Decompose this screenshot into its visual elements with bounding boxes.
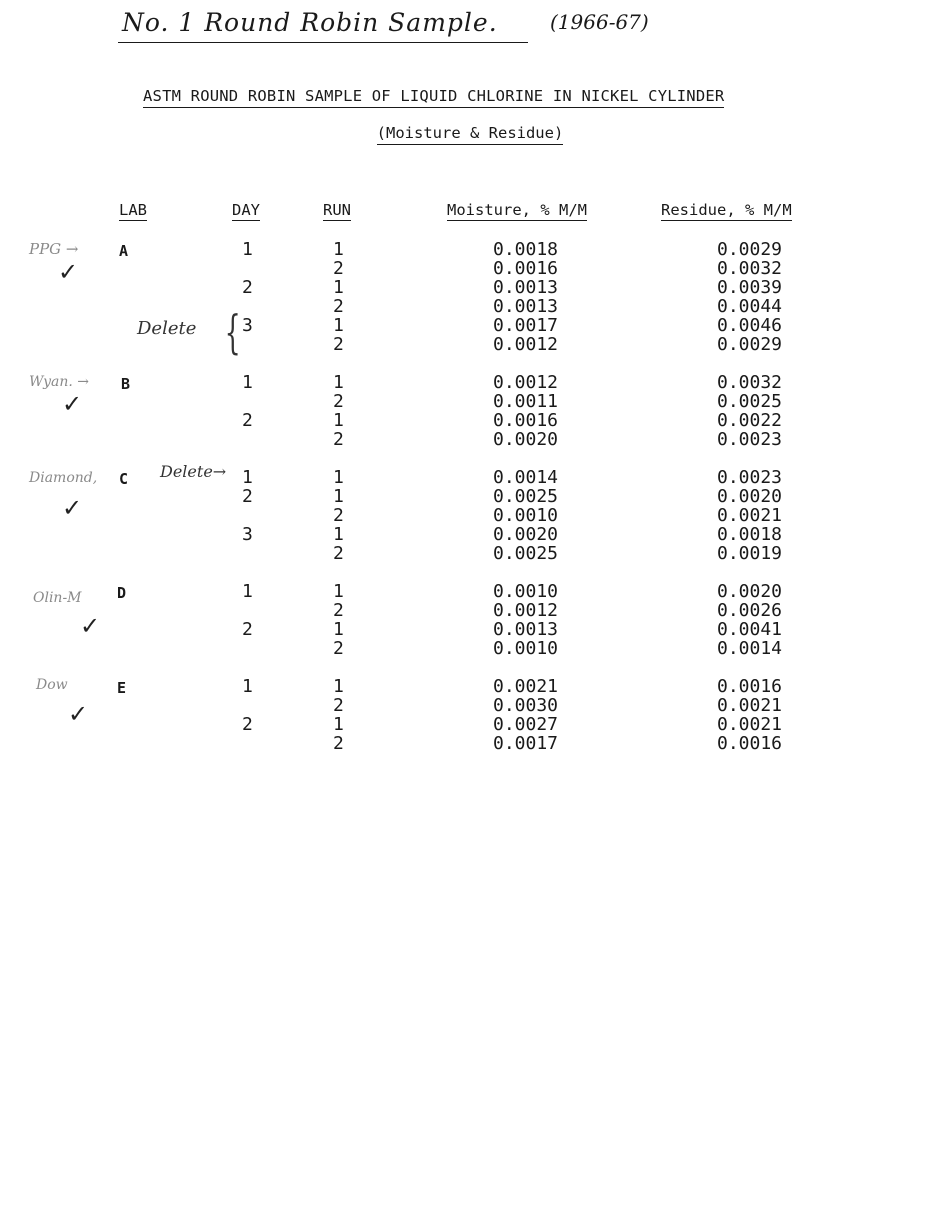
lab-d-r1-run: 1	[333, 581, 344, 602]
lab-b-r2-moisture: 0.0011	[493, 391, 559, 412]
lab-b-r3-moisture: 0.0016	[493, 410, 559, 431]
header-run: RUN	[323, 201, 351, 219]
lab-c-r1-day: 1	[242, 467, 253, 488]
lab-d-letter: D	[117, 584, 127, 602]
lab-b-r1-run: 1	[333, 372, 344, 393]
lab-c-r1-residue: 0.0023	[717, 467, 783, 488]
lab-c-r5-residue: 0.0019	[717, 543, 783, 564]
lab-a-r6-run: 2	[333, 334, 344, 355]
lab-e-r4-run: 2	[333, 733, 344, 754]
lab-c-r5-run: 2	[333, 543, 344, 564]
document-subtitle-wrap	[0, 124, 940, 142]
lab-c-r1-moisture: 0.0014	[493, 467, 559, 488]
lab-b-r1-moisture: 0.0012	[493, 372, 559, 393]
lab-a-r2-residue: 0.0032	[717, 258, 783, 279]
handwritten-title: No. 1 Round Robin Sample.	[122, 8, 498, 37]
header-day: DAY	[232, 201, 260, 219]
lab-c-r3-run: 2	[333, 505, 344, 526]
lab-d-r1-moisture: 0.0010	[493, 581, 559, 602]
lab-e-r2-run: 2	[333, 695, 344, 716]
lab-a-note: PPG →	[29, 240, 79, 258]
lab-e-check-icon: ✓	[68, 700, 89, 728]
lab-d-r2-moisture: 0.0012	[493, 600, 559, 621]
lab-c-r1-run: 1	[333, 467, 344, 488]
lab-a-r1-residue: 0.0029	[717, 239, 783, 260]
lab-e-r1-moisture: 0.0021	[493, 676, 559, 697]
lab-b-r2-run: 2	[333, 391, 344, 412]
lab-c-letter: C	[119, 470, 129, 488]
lab-b-letter: B	[121, 375, 131, 393]
lab-d-r3-residue: 0.0041	[717, 619, 783, 640]
lab-e-r1-day: 1	[242, 676, 253, 697]
header-residue: Residue, % M/M	[661, 201, 792, 219]
lab-b-r3-residue: 0.0022	[717, 410, 783, 431]
lab-b-note: Wyan. →	[29, 374, 89, 390]
lab-b-r3-day: 2	[242, 410, 253, 431]
handwritten-year: (1966-67)	[550, 10, 649, 34]
lab-a-r4-residue: 0.0044	[717, 296, 783, 317]
lab-a-r3-day: 2	[242, 277, 253, 298]
lab-c-r2-residue: 0.0020	[717, 486, 783, 507]
lab-d-r4-residue: 0.0014	[717, 638, 783, 659]
lab-c-r2-moisture: 0.0025	[493, 486, 559, 507]
lab-c-delete-note: Delete→	[160, 462, 227, 481]
lab-a-r1-run: 1	[333, 239, 344, 260]
lab-a-r6-residue: 0.0029	[717, 334, 783, 355]
lab-a-r3-moisture: 0.0013	[493, 277, 559, 298]
lab-a-letter: A	[119, 242, 129, 260]
lab-d-r2-residue: 0.0026	[717, 600, 783, 621]
lab-a-r5-day: 3	[242, 315, 253, 336]
lab-d-r1-residue: 0.0020	[717, 581, 783, 602]
brace-icon: {	[224, 305, 241, 359]
lab-c-r2-run: 1	[333, 486, 344, 507]
lab-c-r4-moisture: 0.0020	[493, 524, 559, 545]
lab-a-delete-note: Delete	[137, 318, 197, 339]
lab-d-r4-run: 2	[333, 638, 344, 659]
lab-b-r4-residue: 0.0023	[717, 429, 783, 450]
lab-a-check-icon: ✓	[58, 258, 79, 286]
lab-e-r3-moisture: 0.0027	[493, 714, 559, 735]
lab-a-r6-moisture: 0.0012	[493, 334, 559, 355]
lab-b-r4-moisture: 0.0020	[493, 429, 559, 450]
lab-d-r3-run: 1	[333, 619, 344, 640]
lab-a-r5-run: 1	[333, 315, 344, 336]
lab-e-r3-day: 2	[242, 714, 253, 735]
lab-e-r1-residue: 0.0016	[717, 676, 783, 697]
lab-e-r3-run: 1	[333, 714, 344, 735]
lab-e-letter: E	[117, 679, 127, 697]
lab-e-r1-run: 1	[333, 676, 344, 697]
lab-b-r3-run: 1	[333, 410, 344, 431]
lab-d-check-icon: ✓	[80, 612, 101, 640]
lab-a-r5-moisture: 0.0017	[493, 315, 559, 336]
lab-e-r2-residue: 0.0021	[717, 695, 783, 716]
lab-c-r4-run: 1	[333, 524, 344, 545]
lab-e-note: Dow	[36, 677, 68, 693]
lab-c-r4-day: 3	[242, 524, 253, 545]
lab-e-r3-residue: 0.0021	[717, 714, 783, 735]
document-title: ASTM ROUND ROBIN SAMPLE OF LIQUID CHLORINE IN NICKEL CYLINDER	[143, 87, 724, 108]
lab-b-r1-day: 1	[242, 372, 253, 393]
lab-b-check-icon: ✓	[62, 390, 83, 418]
lab-a-r2-run: 2	[333, 258, 344, 279]
lab-a-r5-residue: 0.0046	[717, 315, 783, 336]
lab-a-r1-day: 1	[242, 239, 253, 260]
header-lab: LAB	[119, 201, 147, 219]
lab-b-r2-residue: 0.0025	[717, 391, 783, 412]
lab-e-r4-residue: 0.0016	[717, 733, 783, 754]
lab-a-r2-moisture: 0.0016	[493, 258, 559, 279]
lab-c-r5-moisture: 0.0025	[493, 543, 559, 564]
lab-c-r3-residue: 0.0021	[717, 505, 783, 526]
document-subtitle: (Moisture & Residue)	[377, 124, 564, 145]
lab-a-r4-moisture: 0.0013	[493, 296, 559, 317]
lab-d-r1-day: 1	[242, 581, 253, 602]
lab-a-r3-residue: 0.0039	[717, 277, 783, 298]
lab-a-r1-moisture: 0.0018	[493, 239, 559, 260]
lab-c-r2-day: 2	[242, 486, 253, 507]
lab-b-r1-residue: 0.0032	[717, 372, 783, 393]
lab-c-r4-residue: 0.0018	[717, 524, 783, 545]
lab-d-r3-moisture: 0.0013	[493, 619, 559, 640]
lab-e-r4-moisture: 0.0017	[493, 733, 559, 754]
lab-d-r2-run: 2	[333, 600, 344, 621]
lab-d-note: Olin-M	[33, 590, 82, 606]
lab-e-r2-moisture: 0.0030	[493, 695, 559, 716]
lab-d-r3-day: 2	[242, 619, 253, 640]
header-moisture: Moisture, % M/M	[447, 201, 587, 219]
lab-a-r3-run: 1	[333, 277, 344, 298]
lab-a-r4-run: 2	[333, 296, 344, 317]
lab-c-check-icon: ✓	[62, 494, 83, 522]
lab-d-r4-moisture: 0.0010	[493, 638, 559, 659]
lab-b-r4-run: 2	[333, 429, 344, 450]
handwritten-title-underline	[118, 42, 528, 43]
lab-c-note: Diamond,	[29, 470, 98, 486]
lab-c-r3-moisture: 0.0010	[493, 505, 559, 526]
